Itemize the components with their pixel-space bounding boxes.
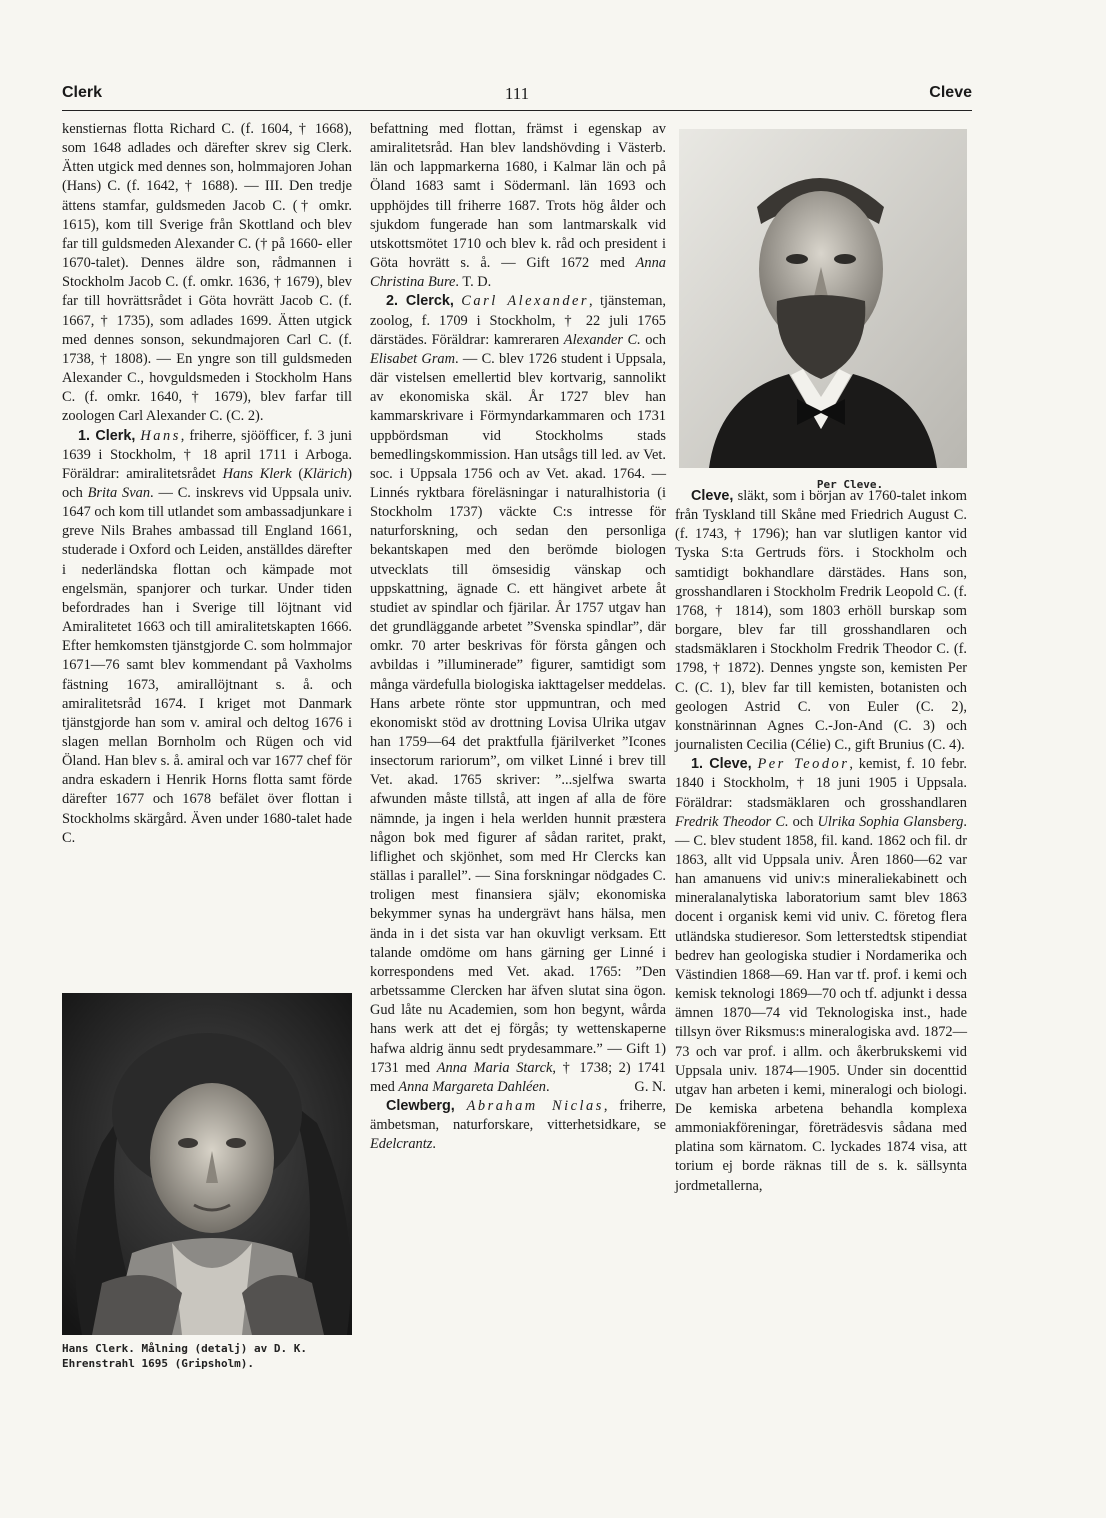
entry-text: befattning med flottan, främst i egenskap av amiralitetsråd. Han blev landshövding i Västerb. län och lappmarkerna 1680, i Kalmar län och på Öland 1683 samt i Södermanl. län 1693 och upphöjdes till friherre 1687. Trots hög ålder och sjukdom fungerade han som lantmarskalk vid utskottsmötet 1710 och blev k. råd och president i Göta hovrätt s. å. — Gift 1672 med [370, 121, 666, 272]
page-number: 111 [504, 84, 530, 103]
entry-carl-alexander-clerck [370, 292, 666, 1097]
entry-name: Abraham Niclas [466, 1097, 604, 1114]
entry-parent-alt-name: Klärich [303, 465, 348, 482]
entry-parent-name: Alexander C. [563, 331, 641, 348]
entry-parent-name: Hans Klerk [222, 465, 292, 482]
entry-text: , friherre, sjööfficer, f. 3 juni 1639 i Stockholm, † 18 april 1711 i Arboga. Föräldrar: amiralitetsrådet [62, 427, 352, 482]
entry-text: . — C. blev student 1858, fil. kand. 1862 och fil. dr 1863, allt vid Uppsala univ. Åren 1860—62 var han amanuens vid univ:s mineraliekabinett och mineralanalytiska laboratorium samt blev 1863 docent i organisk kemi vid univ. C. företog flera utländska studieresor. Som letterstedtsk stipendiat bedrev han geologiska studier i Nordamerika och Västindien 1868—69. Han var tf. prof. i kemi och kemisk teknologi 1869—70 och tf. adjunkt i dessa ämnen 1870—74 vid Teknologiska inst., hade tillsyn över Riksmus:s mineralogiska avd. 1872—73 och var prof. i allm. och åkerbrukskemi vid Uppsala univ. 1874—1905. Under sin docenttid utgav han arbeten i kemi, mineralogi och biologi. De kemiska arbetena behandla komplexa ammoniakföreningar, företrädesvis sådana med platina som kärnatom. C. lyckades 1874 visa, att torium ej borde räknas till de s. k. sällsynta jordmetallerna, [675, 813, 967, 1194]
entry-parent-name: Ulrika Sophia Glansberg [817, 813, 964, 830]
entry-signature: G. N. [634, 1078, 666, 1095]
entry-headword: Cleve, [691, 488, 734, 504]
entry-name: Hans [140, 427, 181, 444]
portrait-hans-clerk [62, 993, 352, 1335]
entry-signature: . T. D. [455, 274, 492, 291]
entry-clewberg [370, 1097, 666, 1154]
portrait-per-cleve [679, 129, 967, 468]
entry-headword: 1. Clerk, [78, 427, 136, 444]
running-head-right: Cleve [929, 84, 972, 101]
entry-text: ( [291, 465, 304, 482]
cross-reference: Edelcrantz [370, 1136, 433, 1153]
entry-text: släkt, som i början av 1760-talet inkom från Tyskland till Skåne med Friedrich August C. (f. 1743, † 1796); han var slutligen kantor vid Tyska S:ta Gertruds förs. i Stockholm och samtidigt bokhandlare därstädes. Hans son, grosshandlaren i Stockholm Fredrik Leopold C. (f. 1768, † 1814), som 1803 erhöll burskap som borgare, blev far till grosshandlaren och stadsmäklaren i Stockholm Fredrik Theodor C. (f. 1798, † 1872). Dennes yngste son, kemisten Per C. (C. 1), blev far till kemisten, botanisten och geologen Astrid C. von Euler (C. 2), konstnärinnan Agnes C.-Jon-And (C. 3) och journalisten Cecilia (Célie) C., gift Brunius (C. 4). [675, 488, 967, 754]
entry-text: och [788, 813, 818, 830]
entry-name: Carl Alexander [461, 293, 590, 310]
page-header [62, 82, 972, 110]
header-rule [62, 110, 972, 111]
entry-hans-clerk [62, 427, 352, 848]
entry-text: . [432, 1136, 436, 1153]
entry-parent-name: Brita Svan [87, 484, 151, 501]
running-head-left: Clerk [62, 84, 103, 101]
entry-parent-name: Elisabet Gram [370, 350, 456, 367]
column-3 [675, 487, 967, 1196]
entry-spouse-name: Anna Christina Bure [370, 255, 666, 291]
entry-text: , friherre, ämbetsman, naturforskare, vitterhetsidkare, se [370, 1097, 666, 1134]
entry-text: , tjänsteman, zoolog, f. 1709 i Stockholm, † 22 juli 1765 därstädes. Föräldrar: kamreraren [370, 293, 666, 348]
entry-text: ) och [62, 465, 352, 501]
column-2 [370, 120, 666, 1154]
entry-per-cleve [675, 755, 967, 1196]
clerk-family-continuation: kenstiernas flotta Richard C. (f. 1604, † 1668), som 1648 adlades och därefter skrev sig Clerk. Ätten utgick med dennes son, holmmajoren Johan (Hans) C. (f. 1642, † 1688). — III. Den tredje ättens stamfar, guldsmeden Jacob C. († omkr. 1615), kom till Sverige från Skottland och blev far till guldsmeden Alexander C. († på 1660- eller 1670-talet). Dennes äldre son, rådmannen i Stockholm Jacob C. (f. omkr. 1636, † 1679), blev far till hovrättsrådet i Göta hovrätt Jacob C. (f. 1667, † 1735), som adlades 1699. Ätten utgick med dennes sonson, sekundmajoren Carl C. (f. 1738, † 1808). — En yngre son till guldsmeden Alexander C., hovguldsmeden i Stockholm Hans C. (f. omkr. 1640, † 1679), blev farfar till zoologen Carl Alexander C. (C. 2). [62, 121, 352, 425]
entry-text: , kemist, f. 10 febr. 1840 i Stockholm, † 18 juni 1905 i Uppsala. Föräldrar: stadsmäklaren och grosshandlaren [675, 756, 967, 811]
entry-text: . — C. inskrevs vid Uppsala univ. 1647 och kom till utlandet som ambassadjunkare i greve Nils Brahes ambassad till England 1661, studerade i Oxford och Leiden, anställdes därefter i nederländska flottan och kämpade mot engelsmän, spanjorer och turkar. Under tiden befordrades han i Sverige till löjtnant vid Amiralitetet 1663 och till amiralitetskapten 1666. Efter hemkomsten tjänstgjorde C. som holmmajor 1671—76 samt blev kommendant på Vaxholms fästning 1673, amirallöjtnant s. å. och amiralitetsråd 1674. I kriget mot Danmark tjänstgjorde han som v. amiral och deltog 1676 i slagen mellan Bornholm och Rügen och vid Öland. Han blev s. å. amiral och var 1677 chef för andra eskadern i Henrik Horns flotta samt förde därefter 1677 och 1678 befälet över flottan i Stockholms skärgård. Även under 1680-talet hade C. [62, 484, 352, 846]
caption-hans-clerk: Hans Clerk. Målning (detalj) av D. K. Ehrenstrahl 1695 (Gripsholm). [62, 1342, 308, 1370]
entry-spouse-name: Anna Margareta Dahléen [398, 1078, 546, 1095]
entry-headword: 1. Cleve, [691, 756, 752, 773]
hans-clerk-continuation [370, 120, 666, 292]
entry-text: . [545, 1078, 550, 1095]
entry-text: . — C. blev 1726 student i Uppsala, där vistelsen emellertid blev kortvarig, sannolikt av ekonomiska skäl. År 1727 blev han kammarskrivare i Förmyndarkammaren och 1731 uppbördsman vid Stockholms stads bemedlingskommission. Han utsågs till led. av Vet. soc. i Uppsala 1756 och av Vet. akad. 1764. — Linnés ryktbara föreläsningar i naturalhistoria (i Stockholm 1737) väckte C:s intresse för naturforskning, och sedan den personliga bekantskapen med den berömde biologen utvecklats till ömsesidig vänskap och uppskattning, ägnade C. ett hängivet arbete åt studiet av spindlar och fjärilar. År 1757 utgav han det grundläggande arbetet ”Svenska spindlar”, där omkr. 70 arter beskrivas för första gången och avbildas i ”illuminerade” figurer, samtidigt som många värdefulla biologiska iakttagelser meddelas. Hans arbete rönte stor uppmuntran, och med ekonomiskt stöd av drottning Lovisa Ulrika utgav han 1759—64 det praktfulla fjärilverket ”Icones insectorum rariorum”, om vilket Linné i brev till Vet. akad. 1765 skriver: ”...sjelfwa swarta afwunden måste tillstå, att ingen af alla de före nämnde, ja ingen i hela werlden hunnit præstera någon bok med figurer af sådan raritet, prakt, liflighet och skjönhet, som med Hr Clercks kan ställas i parallel”. — Sina forskningar nödgades C. troligen mest finansiera själv; ekonomiska bekymmer synas ha undergrävt hans hälsa, men ända in i det sista var han okuvligt verksam. Ett talande omdöme om hans gärning ger Linné i korrespondens med Vet. akad. 1765: ”Den arbetssamme Clercken har äfven slutat sina ögon. Gud låte nu Academien, som hon begynt, wårda hans werk att det ej förgås; ty wettenskaperne hafwa aldrig ännu sedt prydesammare.” — Gift 1) 1731 med [370, 350, 667, 1076]
caption-per-cleve: Per Cleve. [816, 478, 884, 491]
entry-spouse-name: Anna Maria Starck [436, 1059, 553, 1076]
entry-name: Per Teodor [757, 756, 850, 773]
entry-headword: 2. Clerck, [386, 293, 454, 310]
column-1 [62, 120, 352, 848]
entry-text: och [640, 331, 666, 348]
entry-headword: Clewberg, [386, 1097, 455, 1114]
entry-cleve-family [675, 487, 967, 755]
entry-text: , † 1738; 2) 1741 med [370, 1059, 666, 1095]
entry-parent-name: Fredrik Theodor C. [675, 813, 789, 830]
